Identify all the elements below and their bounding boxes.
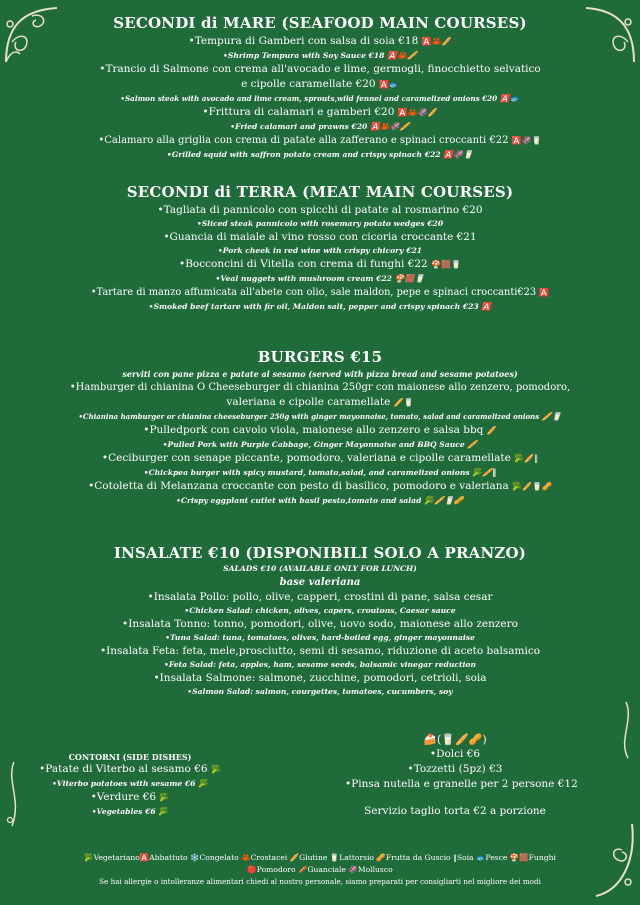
menu-item-translation: •Salmon steak with avocado and lime cream, sprouts,wild fennel and caramelized onions €20 🅰️🐟 [120, 93, 520, 103]
menu-item-translation: •Viterbo potatoes with sesame €6 🥦 [51, 778, 209, 788]
section-title-terra: SECONDI di TERRA (MEAT MAIN COURSES) [126, 183, 514, 201]
section-dolci [345, 732, 578, 819]
allergen-icons: 🅰️🦀🦑🥖 [397, 108, 438, 117]
allergen-icons: 🅰️🐟 [378, 80, 399, 89]
menu-item-translation: •Pulled Pork with Purple Cabbage, Ginger Mayonnaise and BBQ Sauce 🥖 [162, 439, 478, 449]
menu-item-translation: •Salmon Salad: salmon, courgettes, tomatoes, cucumbers, soy [187, 687, 453, 696]
menu-item: •Guancia di maiale al vino rosso con cicoria croccante €21 [163, 231, 477, 243]
allergen-icons: 🅰️🦀🦑🥖 [369, 121, 410, 131]
section-contorni [20, 752, 240, 818]
menu-item: •Tozzetti (5pz) €3 [407, 763, 503, 775]
allergen-icons: 🥦 [159, 793, 170, 802]
menu-item-translation: •Feta Salad: feta, apples, ham, sesame seeds, balsamic vinegar reduction [163, 660, 476, 669]
menu-item-translation: •Tuna Salad: tuna, tomatoes, olives, hard-boiled egg, ginger mayonnaise [165, 633, 475, 642]
allergen-icons: 🅰️🦀🥖 [387, 50, 417, 60]
allergen-legend [20, 852, 620, 888]
legend-line: 🥦Vegetariano🅰️Abbattuto ❄️Congelato 🦀Crostacei 🥖Glutine 🥛Lattorsio 🥜Frutta da Guscio ‖Soia 🐟Pesce 🍄🟫Funghi [84, 853, 556, 862]
allergen-icons: 🥦🥖‖ [514, 454, 539, 463]
menu-item: valeriana e cipolle caramellate 🥖🥛 [226, 396, 414, 408]
menu-item: •Calamaro alla griglia con crema di patate alla zafferano e spinaci croccanti €22 🅰️🦑🥛 [98, 135, 542, 146]
allergen-icons: 🅰️ [481, 301, 492, 311]
menu-item: •Cotoletta di Melanzana croccante con pesto di basilico, pomodoro e valeriana 🥦🥖🥛🥜 [88, 480, 552, 492]
allergen-icons: 🥖 [467, 439, 478, 449]
menu-item: •Patate di Viterbo al sesamo €6 🥦 [39, 763, 221, 775]
menu-item: •Verdure €6 🥦 [90, 791, 170, 803]
allergen-icons: 🥦🥖🥛🥜 [512, 482, 552, 491]
allergen-icons: 🅰️🐟 [499, 93, 520, 103]
menu-item-translation: •Chicken Salad: chicken, olives, capers, croutons, Caesar sauce [184, 606, 456, 615]
menu-item-translation: •Smoked beef tartare with fir oil, Maldon salt, pepper and crispy spinach €23 🅰️ [148, 301, 492, 311]
menu-item: e cipolle caramellate €20 🅰️🐟 [241, 78, 399, 90]
section-title-insalate: INSALATE €10 (DISPONIBILI SOLO A PRANZO) [113, 544, 527, 562]
allergen-icons: 🅰️🦀🥖 [421, 37, 452, 46]
allergen-icons: 🥦🥖🥛🥜 [424, 495, 464, 505]
menu-item: •Insalata Tonno: tonno, pomodori, olive, uovo sodo, maionese allo zenzero [122, 618, 518, 630]
allergen-icons: 🅰️🦑🥛 [511, 136, 542, 145]
cake-service-note: Servizio taglio torta €2 a porzione [364, 805, 546, 817]
menu-item: •Tartare di manzo affumicata all'abete con olio, sale maldon, pepe e spinaci croccanti€23 🅰️ [90, 287, 550, 298]
section-title-contorni: CONTORNI (SIDE DISHES) [68, 752, 192, 762]
menu-item: •Pulledpork con cavolo viola, maionese allo zenzero e salsa bbq 🥖 [143, 424, 497, 436]
menu-item-translation: •Grilled squid with saffron potato cream and crispy spinach €22 🅰️🦑🥛 [166, 149, 474, 159]
allergen-icons: 🥦 [158, 806, 169, 816]
allergen-icons: 🍄🟫🥛 [394, 273, 425, 283]
menu-item-translation: •Crispy eggplant cutlet with basil pesto,tomato and salad 🥦🥖🥛🥜 [176, 495, 464, 505]
menu-item-translation: •Sliced steak pannicolo with rosemary potato wedges €20 [196, 219, 444, 228]
allergen-icons: 🅰️ [539, 288, 550, 297]
allergy-notice: Se hai allergie o intolleranze alimentari chiedi al nostro personale, siamo preparati per consigliarti nel migliore dei modi [99, 877, 541, 886]
menu-item-translation: •Fried calamari and prawns €20 🅰️🦀🦑🥖 [230, 121, 410, 131]
menu-item: •Dolci €6 [429, 748, 481, 760]
section-title-burgers: BURGERS €15 [257, 348, 383, 366]
ornament-right-vine [614, 700, 638, 760]
dolci-allergen-icons: 🍰(🥛🥖🥜) [423, 733, 487, 746]
menu-item-translation: •Chianina hamburger or chianina cheeseburger 250g with ginger mayonnaise, tomato, salad and caramelized onions 🥖🥛 [78, 411, 562, 421]
section-title-mare: SECONDI di MARE (SEAFOOD MAIN COURSES) [113, 14, 527, 32]
menu-item: •Tempura di Gamberi con salsa di soia €18 🅰️🦀🥖 [188, 35, 452, 47]
legend-line: 🔴Pomodoro 🥓Guanciale 🦑Mollusco [247, 865, 393, 874]
menu-item-translation: •Veal nuggets with mushroom cream €22 🍄🟫🥛 [215, 273, 425, 283]
menu-item-translation: •Shrimp Tempura with Soy Sauce €18 🅰️🦀🥖 [223, 50, 417, 60]
allergen-icons: 🥖 [486, 426, 497, 435]
allergen-icons: 🥖🥛 [393, 398, 414, 407]
menu-item: •Frittura di calamari e gamberi €20 🅰️🦀🦑🥖 [202, 106, 438, 118]
section-note: base valeriana [279, 577, 361, 588]
menu-item: •Hamburger di chianina O Cheeseburger di chianina 250gr con maionese allo zenzero, pomodoro, [69, 382, 571, 393]
section-subtitle: SALADS €10 (AVAILABLE ONLY FOR LUNCH) [223, 564, 417, 573]
section-terra [20, 183, 620, 313]
allergen-icons: 🅰️🦑🥛 [443, 149, 474, 159]
menu-item: •Ceciburger con senape piccante, pomodoro, valeriana e cipolle caramellate 🥦🥖‖ [101, 452, 539, 464]
section-insalate [20, 544, 620, 698]
menu-item: •Bocconcini di Vitella con crema di funghi €22 🍄🟫🥛 [179, 258, 461, 270]
section-mare [20, 14, 620, 161]
menu-item-translation: •Pork cheek in red wine with crispy chicory €21 [217, 246, 423, 255]
section-note: serviti con pane pizza e patate al sesamo (served with pizza bread and sesame potatoes) [122, 369, 518, 379]
allergen-icons: 🥖🥛 [541, 411, 562, 421]
section-burgers [20, 348, 620, 507]
menu-item-translation: •Chickpea burger with spicy mustard, tomato,salad, and caramelized onions 🥦🥖‖ [143, 467, 497, 477]
menu-item: •Insalata Feta: feta, mele,prosciutto, semi di sesamo, riduzione di aceto balsamico [99, 645, 541, 657]
allergen-icons: 🍄🟫🥛 [431, 260, 461, 269]
allergen-icons: 🥦🥖‖ [472, 467, 497, 477]
menu-item: •Pinsa nutella e granelle per 2 persone €12 [345, 778, 578, 790]
menu-item: •Insalata Salmone: salmone, zucchine, pomodori, cetrioli, soia [153, 672, 487, 684]
allergen-icons: 🥦 [210, 765, 221, 774]
menu-item: •Insalata Pollo: pollo, olive, capperi, crostini di pane, salsa cesar [147, 591, 493, 603]
allergen-icons: 🥦 [198, 778, 209, 788]
menu-item: •Tagliata di pannicolo con spicchi di patate al rosmarino €20 [157, 204, 483, 216]
menu-item: •Trancio di Salmone con crema all'avocado e lime, germogli, finocchietto selvatico [99, 63, 541, 75]
menu-item-translation: •Vegetables €6 🥦 [91, 806, 169, 816]
